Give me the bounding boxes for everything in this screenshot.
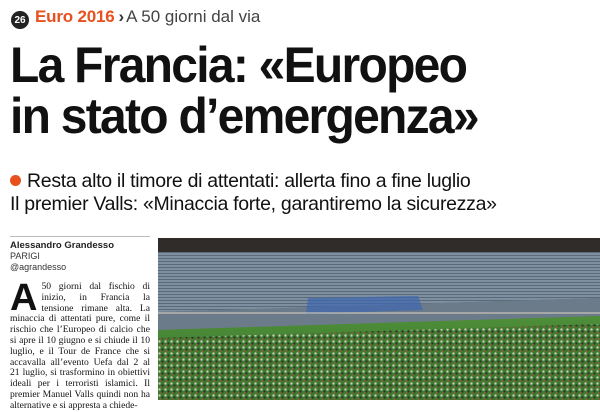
deck-line-1-text: Resta alto il timore di attentati: allerta fino a fine luglio [27, 170, 471, 192]
subsection-name: A 50 giorni dal via [126, 7, 261, 26]
section-name: Euro 2016 [35, 7, 115, 26]
deck-line-2: Il premier Valls: «Minaccia forte, garantiremo la sicurezza» [10, 193, 497, 215]
deck-line-1 [10, 170, 600, 193]
byline [10, 240, 150, 273]
stadium-photo [158, 238, 600, 400]
headline-line-1: La Francia: «Europeo [10, 37, 467, 93]
headline-line-2: in stato d’emergenza» [10, 88, 478, 144]
section-label [35, 7, 260, 27]
chevron-right-icon: › [118, 7, 125, 26]
article-body [10, 277, 150, 412]
stadium-crowd-image [158, 238, 600, 400]
dateline-city: PARIGI [10, 251, 40, 261]
author-handle: @agrandesso [10, 262, 67, 272]
drop-cap: A [10, 277, 38, 319]
byline-divider [10, 236, 150, 237]
headline [10, 37, 576, 144]
author-name: Alessandro Grandesso [10, 240, 115, 251]
bullet-dot-icon [10, 175, 21, 186]
section-header [0, 0, 600, 28]
article-text: 50 giorni dal fischio di inizio, in Francia la tensione rimane alta. La minaccia di attentati pure, come il rischio che l’Europeo di calcio che si apre il 10 giugno e si chiude il 10 luglio, e il Tour de France che si accavalla all’evento Uefa dal 2 al 21 luglio, si trasformino in obiettivi ideali per i terroristi islamici. Il premier Manuel Valls quindi non ha alternative e si appresta a chiede- [10, 281, 150, 411]
page-number-badge: 26 [11, 11, 29, 29]
